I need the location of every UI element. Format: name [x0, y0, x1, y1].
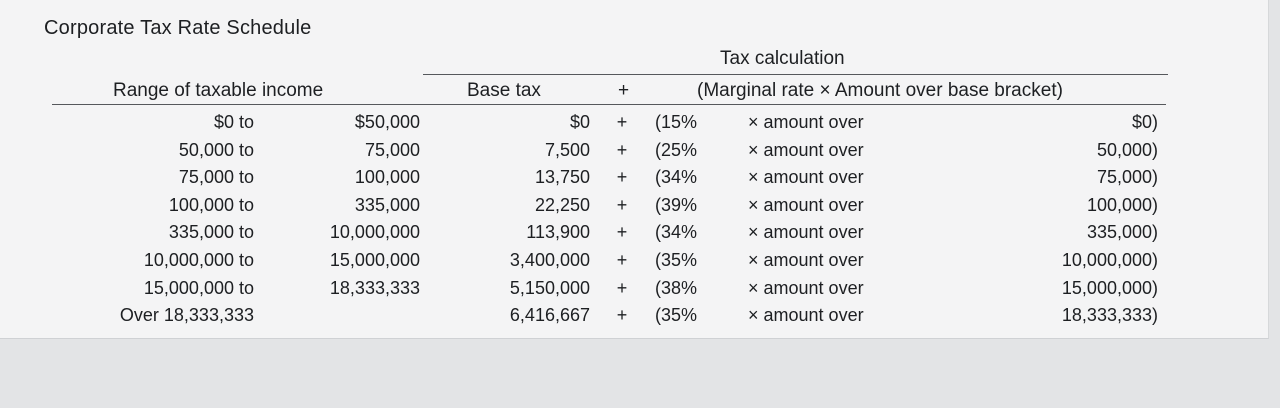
- range-from-cell: 75,000 to: [178, 167, 254, 188]
- amount-over-cell: × amount over: [748, 222, 864, 243]
- range-from-cell: 100,000 to: [168, 194, 254, 215]
- rate-cell: (34%: [655, 167, 698, 188]
- formula-header: (Marginal rate × Amount over base bracket): [697, 80, 1063, 101]
- rate-cell: (39%: [655, 194, 698, 215]
- base-tax-cell: 3,400,000: [509, 250, 590, 270]
- bracket-cell: 10,000,000): [1061, 250, 1158, 270]
- base-tax-cell: $0: [569, 112, 590, 132]
- schedule-title: Corporate Tax Rate Schedule: [44, 17, 312, 39]
- amount-over-cell: × amount over: [748, 250, 864, 270]
- plus-cell: +: [616, 139, 628, 160]
- range-from-cell: 50,000 to: [178, 139, 254, 160]
- plus-cell: +: [616, 277, 628, 298]
- bracket-cell: 335,000): [1086, 222, 1158, 243]
- bracket-cell: 75,000): [1096, 167, 1158, 188]
- bracket-cell: 100,000): [1086, 194, 1158, 215]
- plus-cell: +: [616, 194, 628, 215]
- base-tax-cell: 7,500: [544, 139, 590, 160]
- range-to-cell: 335,000: [354, 194, 420, 215]
- range-to-cell: $50,000: [354, 112, 420, 132]
- rate-cell: (35%: [655, 305, 698, 326]
- amount-over-cell: × amount over: [748, 167, 864, 188]
- range-from-cell: $0 to: [213, 112, 254, 132]
- plus-cell: +: [616, 222, 628, 243]
- range-to-cell: 75,000: [364, 139, 420, 160]
- range-from-cell: 15,000,000 to: [143, 277, 254, 298]
- plus-cell: +: [616, 250, 628, 270]
- amount-over-cell: × amount over: [748, 194, 864, 215]
- amount-over-cell: × amount over: [748, 305, 864, 326]
- rate-cell: (38%: [655, 277, 698, 298]
- rate-cell: (25%: [655, 139, 698, 160]
- amount-over-cell: × amount over: [748, 112, 864, 132]
- range-to-cell: 18,333,333: [329, 277, 420, 298]
- range-from-cell: 10,000,000 to: [143, 250, 254, 270]
- range-from-cell: Over 18,333,333: [119, 305, 254, 326]
- amount-over-cell: × amount over: [748, 139, 864, 160]
- plus-cell: +: [616, 305, 628, 326]
- plus-header: +: [618, 80, 630, 101]
- bracket-cell: 18,333,333): [1061, 305, 1158, 326]
- bracket-cell: 15,000,000): [1061, 277, 1158, 298]
- range-to-cell: 100,000: [354, 167, 420, 188]
- range-header: Range of taxable income: [113, 80, 324, 101]
- base-tax-header: Base tax: [467, 80, 541, 101]
- range-to-cell: 15,000,000: [329, 250, 420, 270]
- amount-over-cell: × amount over: [748, 277, 864, 298]
- range-to-cell: 10,000,000: [329, 222, 420, 243]
- base-tax-cell: 113,900: [526, 222, 590, 243]
- base-tax-cell: 13,750: [534, 167, 590, 188]
- header-rule: [52, 104, 1166, 105]
- rate-cell: (34%: [655, 222, 698, 243]
- plus-cell: +: [616, 167, 628, 188]
- base-tax-cell: 5,150,000: [509, 277, 590, 298]
- base-tax-cell: 22,250: [534, 194, 590, 215]
- base-tax-cell: 6,416,667: [509, 305, 590, 326]
- tax-calculation-header: Tax calculation: [720, 48, 845, 69]
- bracket-cell: $0): [1131, 112, 1158, 132]
- plus-cell: +: [616, 112, 628, 132]
- rate-cell: (35%: [655, 250, 698, 270]
- rate-cell: (15%: [655, 112, 698, 132]
- tax-calculation-rule: [423, 74, 1168, 75]
- bracket-cell: 50,000): [1096, 139, 1158, 160]
- range-from-cell: 335,000 to: [168, 222, 254, 243]
